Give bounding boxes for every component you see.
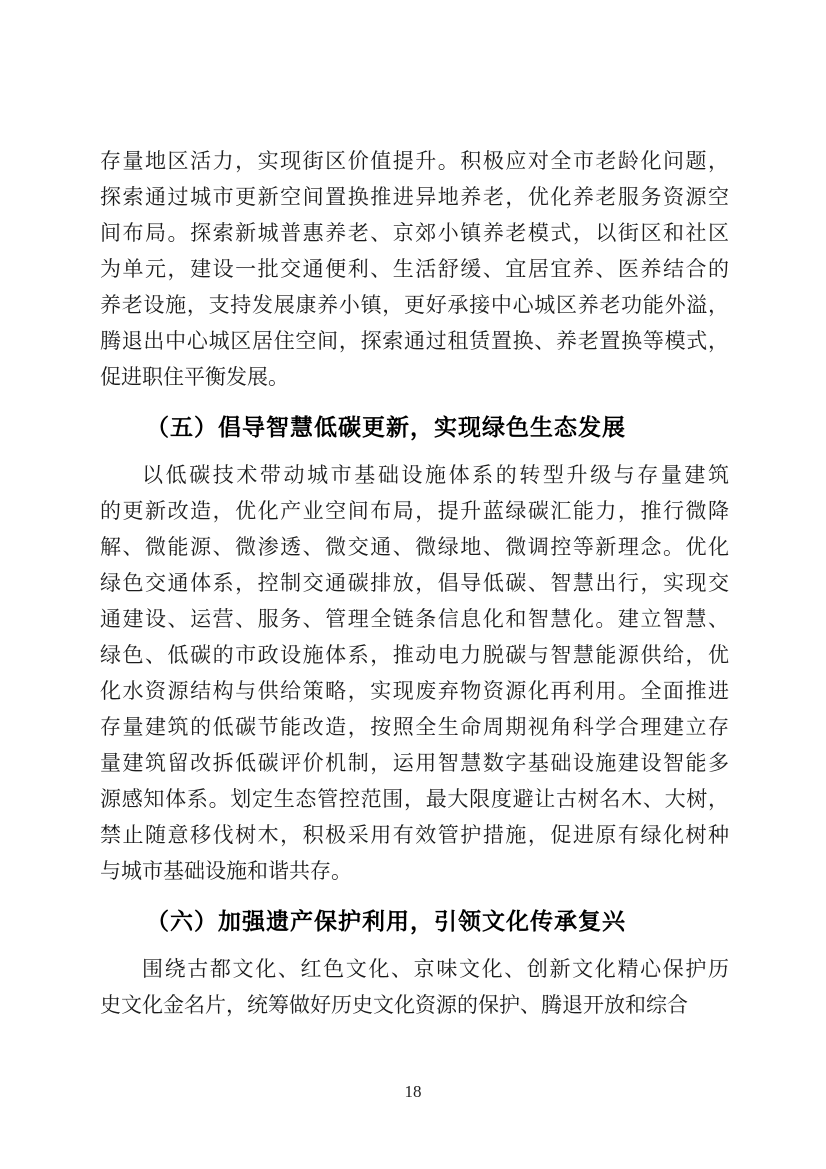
text-line: 史文化金名片，统筹做好历史文化资源的保护、腾退开放和综合: [100, 993, 688, 1017]
section-heading: （五）倡导智慧低碳更新，实现绿色生态发展: [146, 414, 626, 440]
text-line: 围绕古都文化、红色文化、京味文化、创新文化精心保护历: [142, 957, 729, 981]
text-line: 的更新改造，优化产业空间布局，提升蓝绿碳汇能力，推行微降: [100, 499, 729, 523]
text-line: 化水资源结构与供给策略，实现废弃物资源化再利用。全面推进: [100, 679, 729, 703]
text-line: 促进职住平衡发展。: [100, 365, 289, 389]
text-line: 探索通过城市更新空间置换推进异地养老，优化养老服务资源空: [100, 185, 729, 209]
paragraph: [100, 951, 729, 1023]
text-line: 存量地区活力，实现街区价值提升。积极应对全市老龄化问题，: [100, 149, 729, 173]
text-line: 绿色交通体系，控制交通碳排放，倡导低碳、智慧出行，实现交: [100, 571, 729, 595]
text-line: 禁止随意移伐树木，积极采用有效管护措施，促进原有绿化树种: [100, 823, 729, 847]
text-line: 与城市基础设施和谐共存。: [100, 859, 352, 883]
text-line: 以低碳技术带动城市基础设施体系的转型升级与存量建筑: [142, 463, 729, 487]
text-line: 为单元，建设一批交通便利、生活舒缓、宜居宜养、医养结合的: [100, 257, 729, 281]
text-line: 存量建筑的低碳节能改造，按照全生命周期视角科学合理建立存: [100, 715, 729, 739]
text-line: 间布局。探索新城普惠养老、京郊小镇养老模式，以街区和社区: [100, 221, 729, 245]
text-line: 通建设、运营、服务、管理全链条信息化和智慧化。建立智慧、: [100, 607, 729, 631]
page-number: 18: [404, 1082, 422, 1101]
section-heading: （六）加强遗产保护利用，引领文化传承复兴: [146, 908, 626, 934]
text-line: 量建筑留改拆低碳评价机制，运用智慧数字基础设施建设智能多: [100, 751, 729, 775]
paragraph: [100, 143, 729, 395]
page-footer: [0, 1082, 826, 1102]
text-line: 腾退出中心城区居住空间，探索通过租赁置换、养老置换等模式，: [100, 329, 729, 353]
text-line: 源感知体系。划定生态管控范围，最大限度避让古树名木、大树，: [100, 787, 729, 811]
paragraph: [100, 457, 729, 889]
text-line: 绿色、低碳的市政设施体系，推动电力脱碳与智慧能源供给，优: [100, 643, 729, 667]
text-line: 解、微能源、微渗透、微交通、微绿地、微调控等新理念。优化: [100, 535, 729, 559]
text-line: 养老设施，支持发展康养小镇，更好承接中心城区养老功能外溢，: [100, 293, 729, 317]
